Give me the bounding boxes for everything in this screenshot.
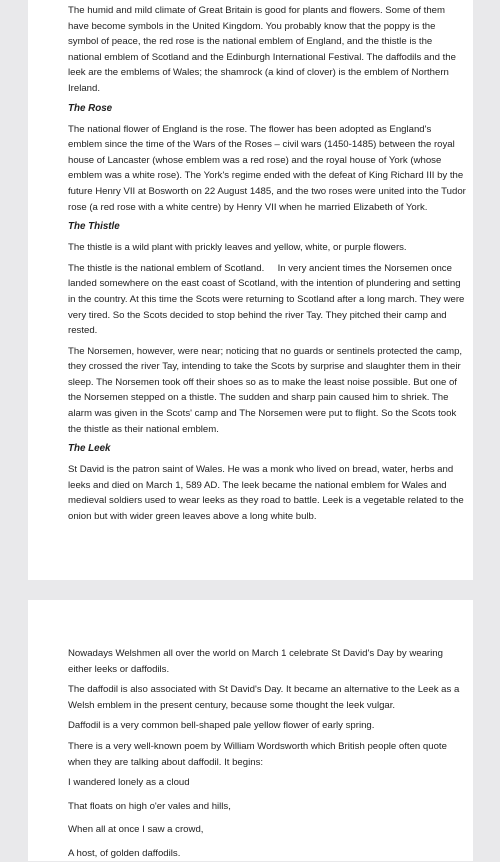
poem-line: That floats on high o'er vales and hills, [68, 800, 231, 812]
daffodil-paragraph-2: Daffodil is a very common bell-shaped pale yellow flower of early spring. [68, 720, 375, 732]
poem-line: A host, of golden daffodils. [68, 847, 181, 859]
document-page-1 [28, 0, 473, 580]
thistle-heading: The Thistle [68, 221, 120, 233]
daffodil-paragraph-1: The daffodil is also associated with St David's Day. It became an alternative to the Leek as a Welsh emblem in the present century, because some thought the leek vulgar. [68, 684, 460, 711]
leek-paragraph: St David is the patron saint of Wales. He was a monk who lived on bread, water, herbs and leeks and died on March 1, 589 AD. The leek became the national emblem for Wales and medieval soldiers used to wear leeks as they road to battle. Leek is a vegetable related to the onion but with wider green leaves above a long white bulb. [68, 464, 464, 523]
poem [68, 775, 467, 861]
intro-paragraph: The humid and mild climate of Great Britain is good for plants and flowers. Some of them have become symbols in the United Kingdom. You probably know that the poppy is the symbol of peace, the red rose is the national emblem of England, and the thistle is the national emblem of Scotland and the Edinburgh International Festival. The daffodils and the leek are the emblems of Wales; the shamrock (a kind of clover) is the emblem of Northern Ireland. [68, 5, 456, 94]
st-david-paragraph: Nowadays Welshmen all over the world on March 1 celebrate St David's Day by wearing either leeks or daffodils. [68, 648, 443, 675]
wordsworth-paragraph: There is a very well-known poem by William Wordsworth which British people often quote when they are talking about daffodil. It begins: [68, 740, 447, 768]
thistle-paragraph-2: The thistle is the national emblem of Scotland. In very ancient times the Norsemen once landed somewhere on the east coast of Scotland, with the intention of plundering and setting in the country. At this time the Scots were returning to Scotland after a long march. They were very tired. So the Scots decided to stop behind the river Tay. They pitched their camp and rested. [68, 262, 468, 337]
thistle-paragraph-1: The thistle is a wild plant with prickly leaves and yellow, white, or purple flowers. [68, 242, 407, 254]
leek-heading: The Leek [68, 443, 111, 455]
thistle-paragraph-3: The Norsemen, however, were near; noticing that no guards or sentinels protected the camp, they crossed the river Tay, intending to take the Scots by surprise and slaughter them in their sleep. The Norsemen took off their shoes so as to make the least noise possible. But one of the Norsemen stepped on a thistle. The sudden and sharp pain caused him to shriek. The alarm was given in the Scots' camp and The Norsemen were put to flight. So the Scots took the thistle as their national emblem. [68, 345, 463, 435]
poem-line: I wandered lonely as a cloud [68, 777, 190, 789]
poem-line: When all at once I saw a crowd, [68, 824, 204, 836]
document-page-2 [28, 600, 473, 861]
rose-paragraph: The national flower of England is the rose. The flower has been adopted as England's emblem since the time of the Wars of the Roses – civil wars (1450-1485) between the royal house of Lancaster (whose emblem was a red rose) and the royal house of York (whose emblem was a white rose). The York's regime ended with the defeat of King Richard III by the future Henry VII at Bosworth on 22 August 1485, and the two roses were united into the Tudor rose (a red rose with a white centre) by Henry VII when he married Elizabeth of York. [68, 123, 466, 213]
rose-heading: The Rose [68, 102, 113, 114]
